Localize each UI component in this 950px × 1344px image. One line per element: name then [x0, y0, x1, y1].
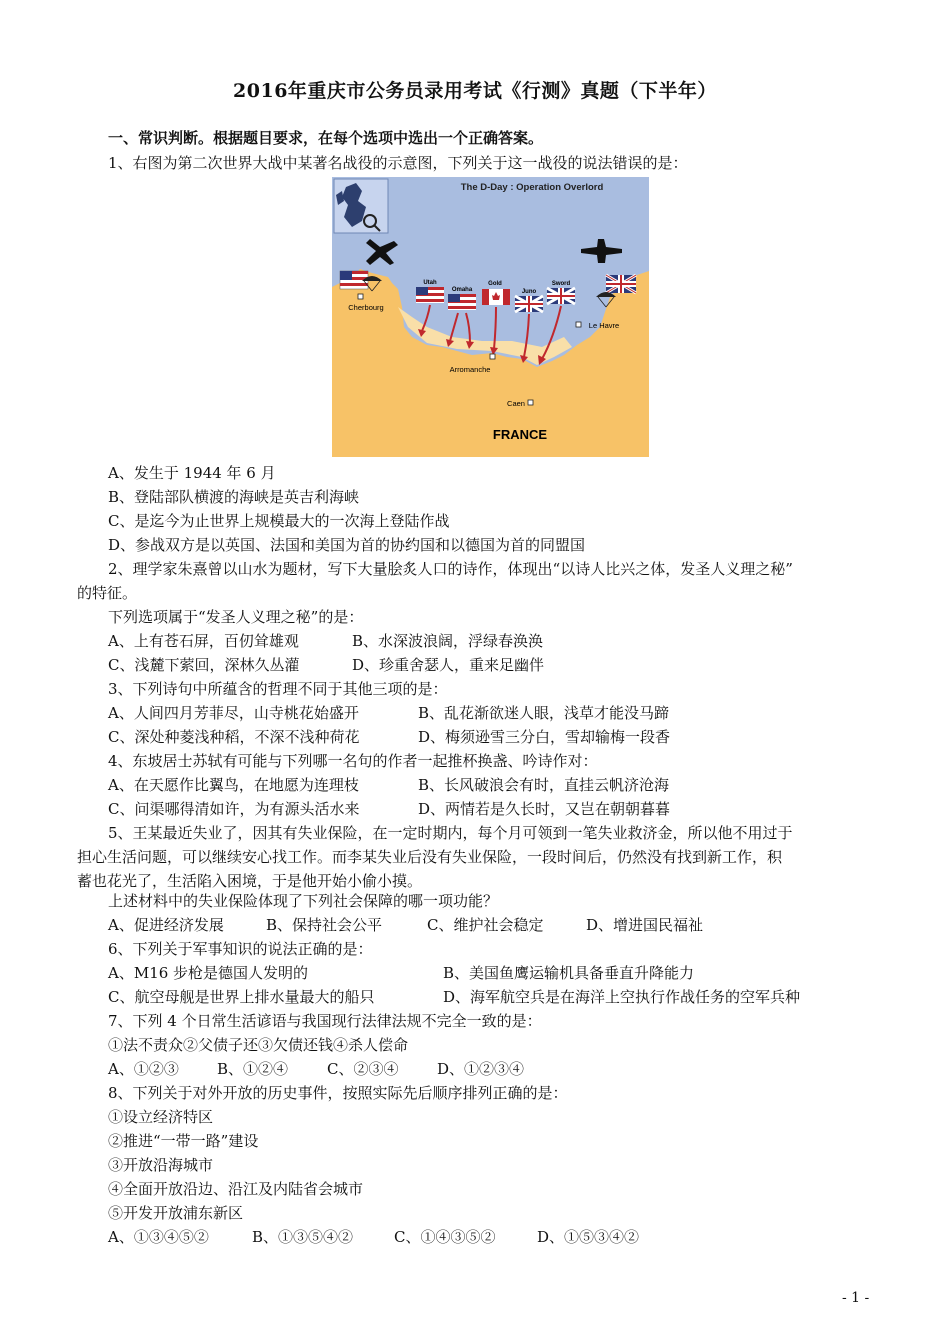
beach-label-omaha: Omaha — [451, 287, 473, 293]
q5-line2: 担心生活问题，可以继续安心找工作。而李某失业后没有失业保险，一段时间后，仍然没有找到新工作，积 — [77, 848, 783, 866]
q7-option-d: D、①②③④ — [437, 1060, 525, 1078]
q7-option-c: C、②③④ — [327, 1060, 399, 1078]
q2-stem-line2: 的特征。 — [77, 584, 138, 602]
q8-option-b: B、①③⑤④② — [252, 1228, 354, 1246]
q5-line3: 蓄也花光了，生活陷入困境，于是他开始小偷小摸。 — [77, 872, 423, 890]
us-flag-icon-utah — [416, 287, 444, 303]
q8-option-d: D、①⑤③④② — [537, 1228, 640, 1246]
q6-stem: 6、下列关于军事知识的说法正确的是： — [108, 940, 373, 958]
uk-flag-icon-right — [606, 275, 636, 293]
q4-option-a: A、在天愿作比翼鸟，在地愿为连理枝 — [108, 776, 359, 794]
q6-option-b: B、美国鱼鹰运输机具备垂直升降能力 — [443, 964, 695, 982]
q5-option-d: D、增进国民福祉 — [586, 916, 704, 934]
beach-label-gold: Gold — [488, 281, 502, 287]
q1-stem: 1、右图为第二次世界大战中某著名战役的示意图，下列关于这一战役的说法错误的是： — [108, 154, 688, 172]
q2-option-c: C、浅麓下萦回，深林久丛灌 — [108, 656, 300, 674]
beach-label-juno: Juno — [521, 289, 537, 295]
q3-option-d: D、梅须逊雪三分白，雪却输梅一段香 — [418, 728, 671, 746]
page-number: - 1 - — [842, 1290, 870, 1306]
q7-items: ①法不责众②父债子还③欠债还钱④杀人偿命 — [108, 1036, 409, 1054]
town-cherbourg: Cherbourg — [348, 303, 384, 312]
uk-flag-icon-sword — [547, 288, 575, 304]
q8-item-5: ⑤开发开放浦东新区 — [108, 1204, 244, 1222]
q8-stem: 8、下列关于对外开放的历史事件，按照实际先后顺序排列正确的是： — [108, 1084, 568, 1102]
q2-option-d: D、珍重舍瑟人，重来足幽伴 — [352, 656, 545, 674]
q4-option-b: B、长风破浪会有时，直挂云帆济沧海 — [418, 776, 670, 794]
town-marker-caen — [528, 400, 533, 405]
canada-flag-icon-gold — [482, 289, 510, 305]
q5-line1: 5、王某最近失业了，因其有失业保险，在一定时期内，每个月可领到一笔失业救济金，所以他不用过于 — [108, 824, 793, 842]
q8-item-3: ③开放沿海城市 — [108, 1156, 214, 1174]
q8-item-4: ④全面开放沿边、沿江及内陆省会城市 — [108, 1180, 364, 1198]
q5-option-b: B、保持社会公平 — [266, 916, 383, 934]
country-label: FRANCE — [492, 427, 548, 442]
q7-stem: 7、下列 4 个日常生活谚语与我国现行法律法规不完全一致的是： — [108, 1012, 542, 1030]
us-flag-icon-omaha — [448, 294, 476, 310]
page-title: 2016年重庆市公务员录用考试《行测》真题（下半年） — [233, 80, 717, 102]
q4-option-c: C、问渠哪得清如许，为有源头活水来 — [108, 800, 360, 818]
q6-option-c: C、航空母舰是世界上排水量最大的船只 — [108, 988, 375, 1006]
town-caen: Caen — [507, 399, 525, 408]
town-marker-arromanche — [490, 354, 495, 359]
q1-option-c: C、是迄今为止世界上规模最大的一次海上登陆作战 — [108, 512, 450, 530]
q1-option-d: D、参战双方是以英国、法国和美国为首的协约国和以德国为首的同盟国 — [108, 536, 586, 554]
q2-option-a: A、上有苍石屏，百仞耸雄观 — [108, 632, 299, 650]
town-marker-le-havre — [576, 322, 581, 327]
q5-option-a: A、促进经济发展 — [108, 916, 224, 934]
q2-option-b: B、水深波浪阔，浮绿春涣涣 — [352, 632, 544, 650]
q1-option-b: B、登陆部队横渡的海峡是英吉利海峡 — [108, 488, 360, 506]
town-marker-cherbourg — [358, 294, 363, 299]
uk-flag-icon-juno — [515, 296, 543, 312]
q8-item-2: ②推进“一带一路”建设 — [108, 1132, 259, 1150]
q2-stem-line1: 2、理学家朱熹曾以山水为题材，写下大量脍炙人口的诗作，体现出“以诗人比兴之体，发圣人义理之秘” — [108, 560, 793, 578]
q7-option-b: B、①②④ — [217, 1060, 289, 1078]
q6-option-d: D、海军航空兵是在海洋上空执行作战任务的空军兵种 — [443, 988, 801, 1006]
section-heading: 一、常识判断。根据题目要求，在每个选项中选出一个正确答案。 — [108, 129, 544, 147]
map-title: The D-Day : Operation Overlord — [460, 182, 604, 193]
q5-option-c: C、维护社会稳定 — [427, 916, 544, 934]
q8-option-a: A、①③④⑤② — [108, 1228, 209, 1246]
d-day-map — [332, 177, 649, 457]
q8-option-c: C、①④③⑤② — [394, 1228, 496, 1246]
q3-option-a: A、人间四月芳菲尽，山寺桃花始盛开 — [108, 704, 359, 722]
q6-option-a: A、M16 步枪是德国人发明的 — [108, 964, 309, 982]
beach-label-sword: Sword — [551, 281, 571, 287]
q2-sub: 下列选项属于“发圣人义理之秘”的是： — [108, 608, 364, 626]
town-le-havre: Le Havre — [588, 321, 620, 330]
beach-label-utah: Utah — [423, 280, 437, 286]
q3-stem: 3、下列诗句中所蕴含的哲理不同于其他三项的是： — [108, 680, 448, 698]
q4-stem: 4、东坡居士苏轼有可能与下列哪一名句的作者一起推杯换盏、吟诗作对： — [108, 752, 598, 770]
q1-option-a: A、发生于 1944 年 6 月 — [108, 464, 276, 482]
q3-option-c: C、深处种菱浅种稻，不深不浅种荷花 — [108, 728, 360, 746]
town-arromanche: Arromanche — [449, 365, 491, 374]
q7-option-a: A、①②③ — [108, 1060, 179, 1078]
q5-sub: 上述材料中的失业保险体现了下列社会保障的哪一项功能？ — [108, 892, 499, 910]
q3-option-b: B、乱花渐欲迷人眼，浅草才能没马蹄 — [418, 704, 670, 722]
q4-option-d: D、两情若是久长时，又岂在朝朝暮暮 — [418, 800, 671, 818]
q8-item-1: ①设立经济特区 — [108, 1108, 214, 1126]
